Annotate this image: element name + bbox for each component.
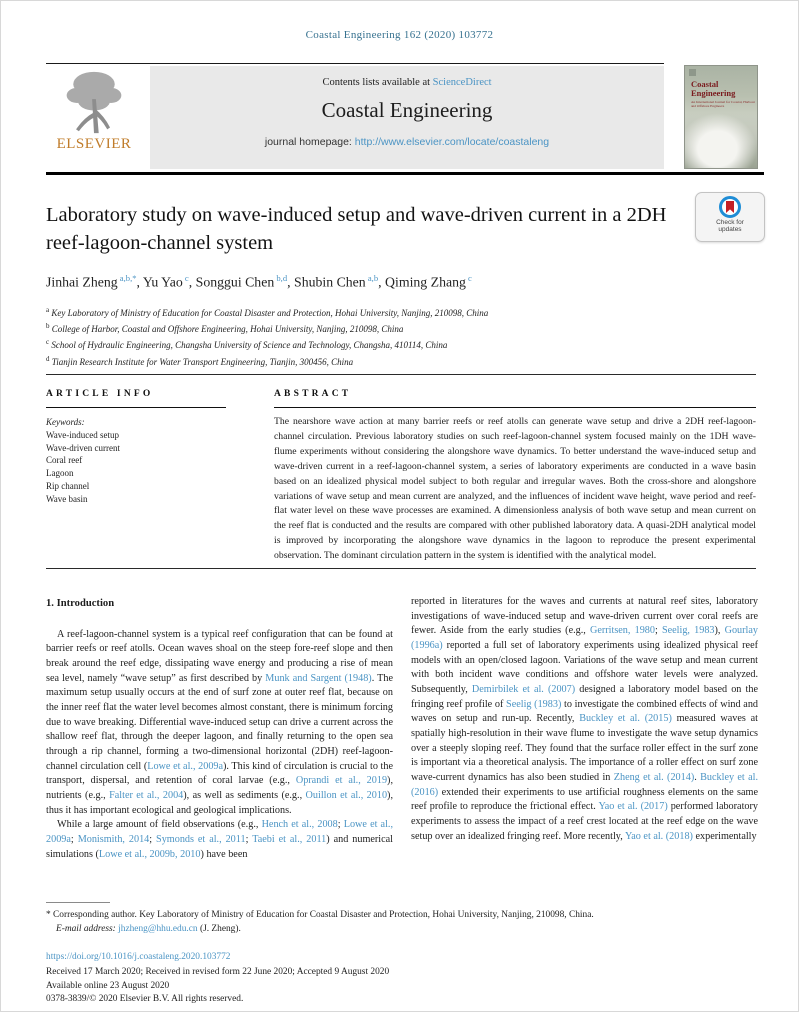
author-list: Jinhai Zheng $^{a,b,*}$, Yu Yao $^c$, Songgui Chen $^{b,d}$, Shubin Chen $^{a,b}$, Qiming Zhang $^c$ [46,273,472,290]
doi-link[interactable]: https://doi.org/10.1016/j.coastaleng.2020.103772 [46,952,231,962]
citation-link[interactable]: Gerritsen, 1980 [590,625,655,637]
citation-link[interactable]: Seelig, 1983 [661,625,715,637]
author-name: Jinhai Zheng [46,274,118,290]
badge-label [696,219,764,233]
citation-link[interactable]: Seelig (1983) [506,698,562,710]
corresponding-author-footnote [46,909,758,937]
section-heading-introduction: 1. Introduction [46,598,115,609]
citation-link[interactable]: Gourlay (1996a) [411,625,758,651]
sciencedirect-link[interactable]: ScienceDirect [432,77,492,88]
citation-link[interactable]: Monismith, 2014 [77,833,150,845]
citation-link[interactable]: Ouillon et al., 2010 [305,789,388,801]
contents-line [150,77,664,88]
author-name: Songgui Chen [195,274,275,290]
author-name: Yu Yao [142,274,183,290]
citation-link[interactable]: Falter et al., 2004 [109,789,184,801]
footnote-line1 [46,909,758,923]
received-dates: Received 17 March 2020; Received in revised form 22 June 2020; Accepted 9 August 2020 [46,967,390,978]
contents-prefix: Contents lists available at [322,77,433,88]
body-paragraph: While a large amount of field observations (e.g., Hench et al., 2008; Lowe et al., 2009a; Monismith, 2014; Symonds et al., 2011; Taebi et al., 2011) and numerical simulations (Lowe et al., 2009b, 2010) have been [46,819,394,860]
affiliation-sup: a [46,306,50,314]
affiliation-line: $^b$ College of Harbor, Coastal and Offshore Engineering, Hohai University, Nanjing, 210098, China [46,322,404,335]
elsevier-wordmark: ELSEVIER [56,136,132,152]
masthead-top-rule [46,63,664,64]
footnote-marker: * [46,910,51,920]
bookmark-icon [726,201,734,213]
author-name: Shubin Chen [294,274,366,290]
journal-cover-thumbnail[interactable] [684,65,758,169]
journal-title: Coastal Engineering [321,98,493,122]
abstract-text: The nearshore wave action at many barrier reefs or reef atolls can generate wave setup and drive a 2DH reef-lagoon-channel circulation. Previous laboratory studies on such reef-lagoon-channel system focused mainly on the 1DH wave-flume experiments without considering the alongshore wave dynamics. To better understand the wave-induced setup and wave-driven current in a reef-lagoon-channel system, a series of laboratory experiments are conducted in a wave basin based on an idealized physical model subject to both regular and irregular waves. Both the cross-shore and alongshore variations of wave setup and mean current are analyzed, and the influences of incident wave height, wave period and reef-flat water level on these wave processes are examined. A dimensionless analysis of both wave setup and mean current on the reef flat is conducted and the results are compared with other published laboratory data. A quasi-2DH analytical model is improved by incorporating the alongshore wave dynamics in the lagoon to reproduce the present experimental observation. The dominant circulation pattern in the system is identified with the analytical model. [274,416,756,562]
citation-link[interactable]: Lowe et al., 2009a [46,819,394,845]
affiliation-sup: b [46,322,50,331]
keyword-item: Wave basin [46,493,88,504]
homepage-prefix: journal homepage: [264,136,355,148]
citation-link[interactable]: Buckley et al. (2015) [579,713,672,725]
keyword-item: Coral reef [46,455,83,466]
author-affiliation-sup: b,d [274,273,288,283]
check-for-updates-badge[interactable] [695,192,765,242]
homepage-line [150,136,664,148]
affiliation-line: $^d$ Tianjin Research Institute for Water Transport Engineering, Tianjin, 300456, China [46,354,354,367]
abstract-rule [274,407,756,408]
citation-link[interactable]: Yao et al. (2017) [598,801,668,813]
citation-link[interactable]: Yao et al. (2018) [624,830,693,842]
article-title: Laboratory study on wave-induced setup and wave-driven current in a 2DH reef-lagoon-channel system [46,204,667,254]
journal-masthead [46,63,758,175]
cover-subtitle: An International Journal for Coastal, Harbour and Offshore Engineers [691,100,755,108]
right-column [411,595,758,862]
body-paragraph: A reef-lagoon-channel system is a typical reef configuration that can be found at barrier reefs or reef atolls. Ocean waves shoal on the steep fore-reef slope and then break around the reef edge, dissipating wave energy and producing a rise of mean sea level, namely “wave setup” as first described by Munk and Sargent (1948). The maximum setup usually occurs at the end of surf zone at outer reef flat, because on the inner reef flat the water level becomes almost constant, there is minimum forcing due to wave breaking. Differential wave-induced setup can drive a current across the shallow reef flat, through the deeper lagoon, and finally returning to the open sea through a rip channel, forming a two-dimensional horizontal (2DH) reef-lagoon-channel circulation cell (Lowe et al., 2009a). This kind of circulation is crucial to the transport, dispersal, and retention of coral larvae (e.g., Oprandi et al., 2019), nutrients (e.g., Falter et al., 2004), as well as sediments (e.g., Ouillon et al., 2010), thus it has important ecological and geological implications. [46,628,394,816]
author-affiliation-sup: a,b,* [117,273,137,283]
citation-link[interactable]: Symonds et al., 2011 [156,833,246,845]
citation-link[interactable]: Lowe et al., 2009a [147,760,224,772]
footnote-text: Corresponding author. Key Laboratory of Ministry of Education for Coastal Disaster and Protection, Hohai University, Nanjing, 210098, China. [50,910,594,920]
keyword-item: Wave-induced setup [46,429,119,440]
abstract-heading: ABSTRACT [274,389,352,399]
affiliation-sup: d [46,354,50,363]
masthead-bottom-rule [46,172,764,175]
footnote-email-line [46,923,758,937]
badge-label-line2: updates [718,226,742,233]
masthead-center-panel [150,66,664,169]
affiliation-list [46,304,756,369]
article-info-rule [46,407,226,408]
divider-rule-2 [46,568,756,569]
keyword-item: Lagoon [46,468,74,479]
keywords-block [46,416,246,506]
citation-link[interactable]: Demirbilek et al. (2007) [471,683,576,695]
citation-link[interactable]: Buckley et al. (2016) [411,771,758,798]
email-suffix: (J. Zheng). [197,923,241,934]
article-body [46,595,758,862]
citation-link[interactable]: Zheng et al. (2014) [613,771,695,783]
keyword-item: Rip channel [46,480,90,491]
author-name: Qiming Zhang [385,274,466,290]
author-affiliation-sup: a,b [365,273,379,283]
cover-photo [685,113,757,168]
email-link[interactable]: jhzheng@hhu.edu.cn [118,923,198,934]
crossmark-icon [719,196,741,218]
journal-homepage-link[interactable]: http://www.elsevier.com/locate/coastaleng [354,136,550,148]
citation-link[interactable]: Hench et al., 2008 [261,819,338,831]
citation-link[interactable]: Lowe et al., 2009b, 2010 [98,848,201,860]
elsevier-tree-icon [46,69,142,135]
keywords-label: Keywords: [46,417,85,427]
badge-label-line1: Check for [716,219,744,226]
body-paragraph: reported in literatures for the waves and currents at natural reef sites, laboratory investigations of wave-induced setup and wave-driven current over coral reefs are fewer. Aside from the early studies (e.g., Gerritsen, 1980; Seelig, 1983), Gourlay (1996a) reported a full set of laboratory experiments using idealized physical reef models with an open/closed lagoon. Variations of the wave setup and mean current with both incident wave conditions and offshore water levels were analyzed. Subsequently, Demirbilek et al. (2007) designed a laboratory model based on the fringing reef profile of Seelig (1983) to investigate the combined effects of wind and waves on setup and run-up. Recently, Buckley et al. (2015) measured waves at spatially high-resolution in their wave flume to investigate the wave setup dynamics over a steeply sloping reef. They found that the surface roller effect in the surf zone is important via a theoretical analysis. The importance of a roller effect on surf zone wave-current dynamics has also been studied in Zheng et al. (2014). Buckley et al. (2016) extended their experiments to use artificial roughness elements on the same reef profile to reproduce the frictional effect. Yao et al. (2017) performed laboratory experiments to assess the impact of a reef crest located at the reef edge on the wave setup over an idealized fringing reef. More recently, Yao et al. (2018) experimentally [411,596,759,842]
keywords-list [46,429,246,506]
citation-link[interactable]: Oprandi et al., 2019 [295,775,388,787]
affiliation-sup: c [46,338,50,347]
footnote-rule [46,902,110,903]
email-label: E-mail address: [56,923,116,934]
article-info-heading: ARTICLE INFO [46,389,154,399]
available-online: Available online 23 August 2020 [46,980,170,991]
author-affiliation-sup: c [182,273,189,283]
keyword-item: Wave-driven current [46,442,120,453]
affiliation-line: $^c$ School of Hydraulic Engineering, Changsha University of Science and Technology, Changsha, 410114, China [46,338,448,351]
affiliation-line: $^a$ Key Laboratory of Ministry of Education for Coastal Disaster and Protection, Hohai University, Nanjing, 210098, China [46,306,489,318]
article-footer [46,951,758,1007]
cover-title: Coastal Engineering [691,79,736,98]
copyright-line: 0378-3839/© 2020 Elsevier B.V. All rights reserved. [46,994,244,1005]
divider-rule [46,374,756,375]
author-affiliation-sup: c [465,273,472,283]
citation-link[interactable]: Taebi et al., 2011 [252,833,327,845]
elsevier-logo[interactable] [46,69,142,169]
citation-link[interactable]: Munk and Sargent (1948) [265,672,372,684]
left-column [46,595,393,862]
running-head-citation: Coastal Engineering 162 (2020) 103772 [305,29,494,41]
cover-logo-mark [689,69,696,76]
